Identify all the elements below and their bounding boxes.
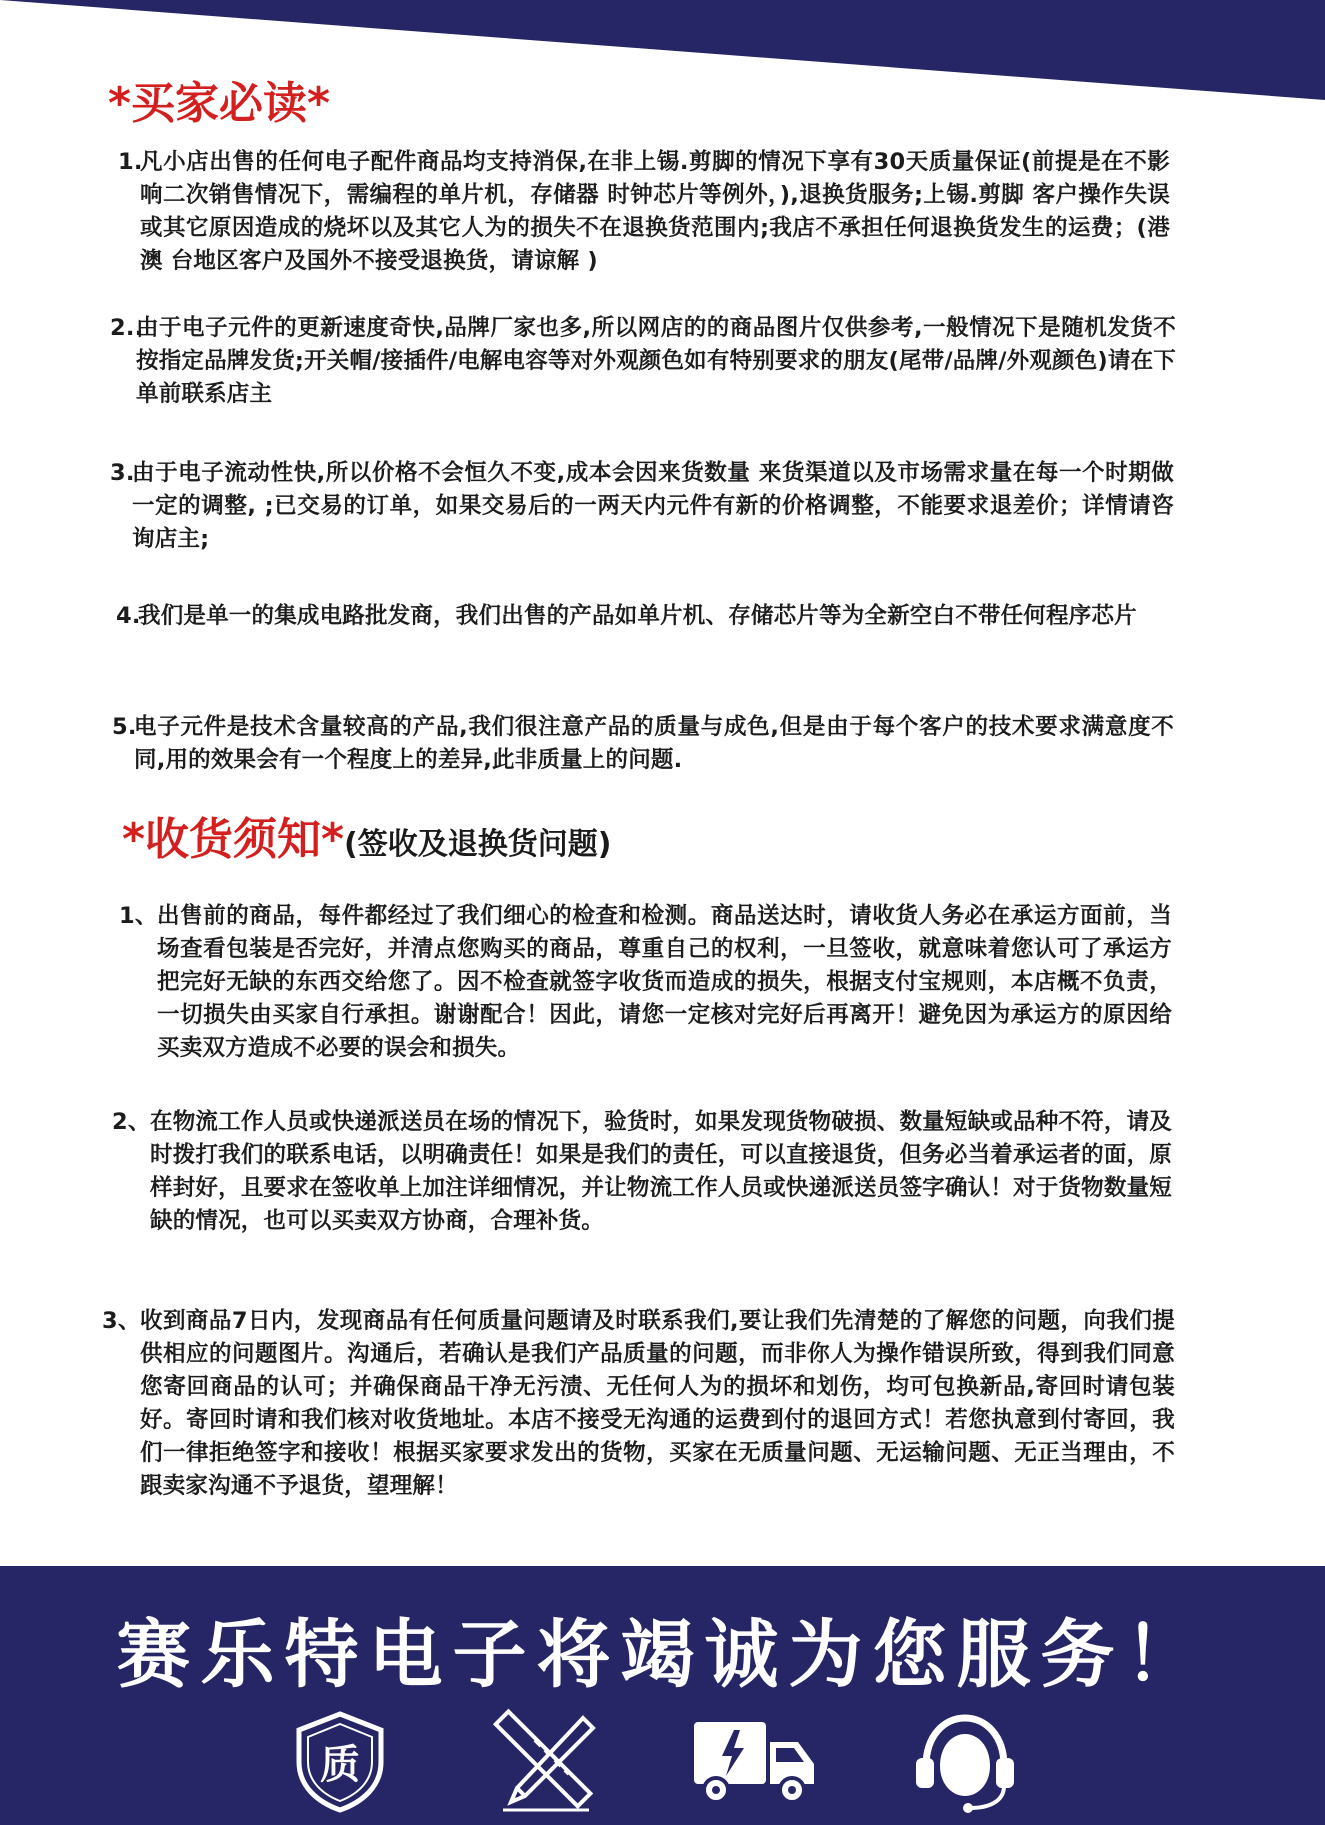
item-text: 电子元件是技术含量较高的产品,我们很注意产品的质量与成色,但是由于每个客户的技术要求满意度不同,用的效果会有一个程度上的差异,此非质量上的问题.: [134, 714, 1174, 773]
item-number: 3、: [102, 1308, 141, 1334]
quality-shield-icon: [285, 1706, 395, 1816]
item-text: 在物流工作人员或快递派送员在场的情况下，验货时，如果发现货物破损、数量短缺或品种不符，请及时拨打我们的联系电话，以明确责任！如果是我们的责任，可以直接退货，但务必当着承运者的面，原样封好，且要求在签收单上加注详细情况，并让物流工作人员或快递派送员签字确认！对于货物数量短缺的情况，也可以买卖双方协商，合理补货。: [150, 1109, 1172, 1234]
item-text: 凡小店出售的任何电子配件商品均支持消保,在非上锡.剪脚的情况下享有30天质量保证(前提是在不影响二次销售情况下，需编程的单片机，存储器 时钟芯片等例外，),退换货服务;上锡.剪脚 客户操作失误或其它原因造成的烧坏以及其它人为的损失不在退换货范围内;我店不承担任何退换货发生的运费；(港 澳 台地区客户及国外不接受退换货，请谅解 ): [140, 149, 1170, 274]
item-number: 3.: [110, 460, 135, 486]
item-text: 收到商品7日内，发现商品有任何质量问题请及时联系我们,要让我们先清楚的了解您的问题，向我们提供相应的问题图片。沟通后，若确认是我们产品质量的问题，而非你人为操作错误所致，得到我们同意您寄回商品的认可；并确保商品干净无污渍、无任何人为的损坏和划伤，均可包换新品,寄回时请包装好。寄回时请和我们核对收货地址。本店不接受无沟通的运费到付的退回方式！若您执意到付寄回，我们一律拒绝签字和接收！根据买家要求发出的货物，买家在无质量问题、无运输问题、无正当理由，不跟卖家沟通不予退货，望理解！: [140, 1308, 1175, 1499]
footer-banner: [0, 1566, 1325, 1825]
quality-badge-char: 质: [320, 1742, 360, 1788]
buyers-notice-item-5: [112, 711, 1174, 777]
item-number: 4.: [116, 603, 141, 629]
buyers-notice-title: *买家必读*: [108, 78, 331, 129]
receipt-notice-item-1: [119, 900, 1172, 1065]
item-number: 1、: [119, 903, 158, 929]
receipt-notice-title: [122, 814, 612, 865]
delivery-truck-icon: [690, 1706, 820, 1816]
buyers-notice-item-4: [116, 600, 1168, 633]
buyers-notice-item-2: [110, 312, 1176, 411]
receipt-notice-item-3: [102, 1305, 1175, 1503]
item-number: 5.: [112, 714, 137, 740]
item-number: 1.: [118, 149, 143, 175]
item-number: 2..: [110, 315, 144, 341]
ruler-pencil-icon: [493, 1706, 603, 1816]
item-text: 出售前的商品，每件都经过了我们细心的检查和检测。商品送达时，请收货人务必在承运方面前，当场查看包装是否完好，并清点您购买的商品，尊重自己的权利，一旦签收，就意味着您认可了承运方把完好无缺的东西交给您了。因不检查就签字收货而造成的损失，根据支付宝规则，本店概不负责，一切损失由买家自行承担。谢谢配合！因此，请您一定核对完好后再离开！避免因为承运方的原因给买卖双方造成不必要的误会和损失。: [157, 903, 1172, 1061]
item-text: 我们是单一的集成电路批发商，我们出售的产品如单片机、存储芯片等为全新空白不带任何程序芯片: [138, 603, 1137, 629]
receipt-notice-item-2: [112, 1106, 1172, 1238]
buyers-notice-item-3: [110, 457, 1174, 556]
item-number: 2、: [112, 1109, 151, 1135]
item-text: 由于电子流动性快,所以价格不会恒久不变,成本会因来货数量 来货渠道以及市场需求量在每一个时期做一定的调整, ;已交易的订单，如果交易后的一两天内元件有新的价格调整，不能要求退差价；详情请咨询店主;: [132, 460, 1174, 552]
service-slogan: 赛乐特电子将竭诚为您服务！: [116, 1612, 1209, 1698]
receipt-notice-title-main: *收货须知*: [122, 814, 345, 865]
receipt-notice-subtitle: (签收及退换货问题): [344, 827, 612, 862]
customer-service-headset-icon: [910, 1706, 1020, 1816]
buyers-notice-item-1: [118, 146, 1170, 278]
item-text: 由于电子元件的更新速度奇快,品牌厂家也多,所以网店的的商品图片仅供参考,一般情况下是随机发货不按指定品牌发货;开关帽/接插件/电解电容等对外观颜色如有特别要求的朋友(尾带/品牌/外观颜色)请在下单前联系店主: [136, 315, 1176, 407]
